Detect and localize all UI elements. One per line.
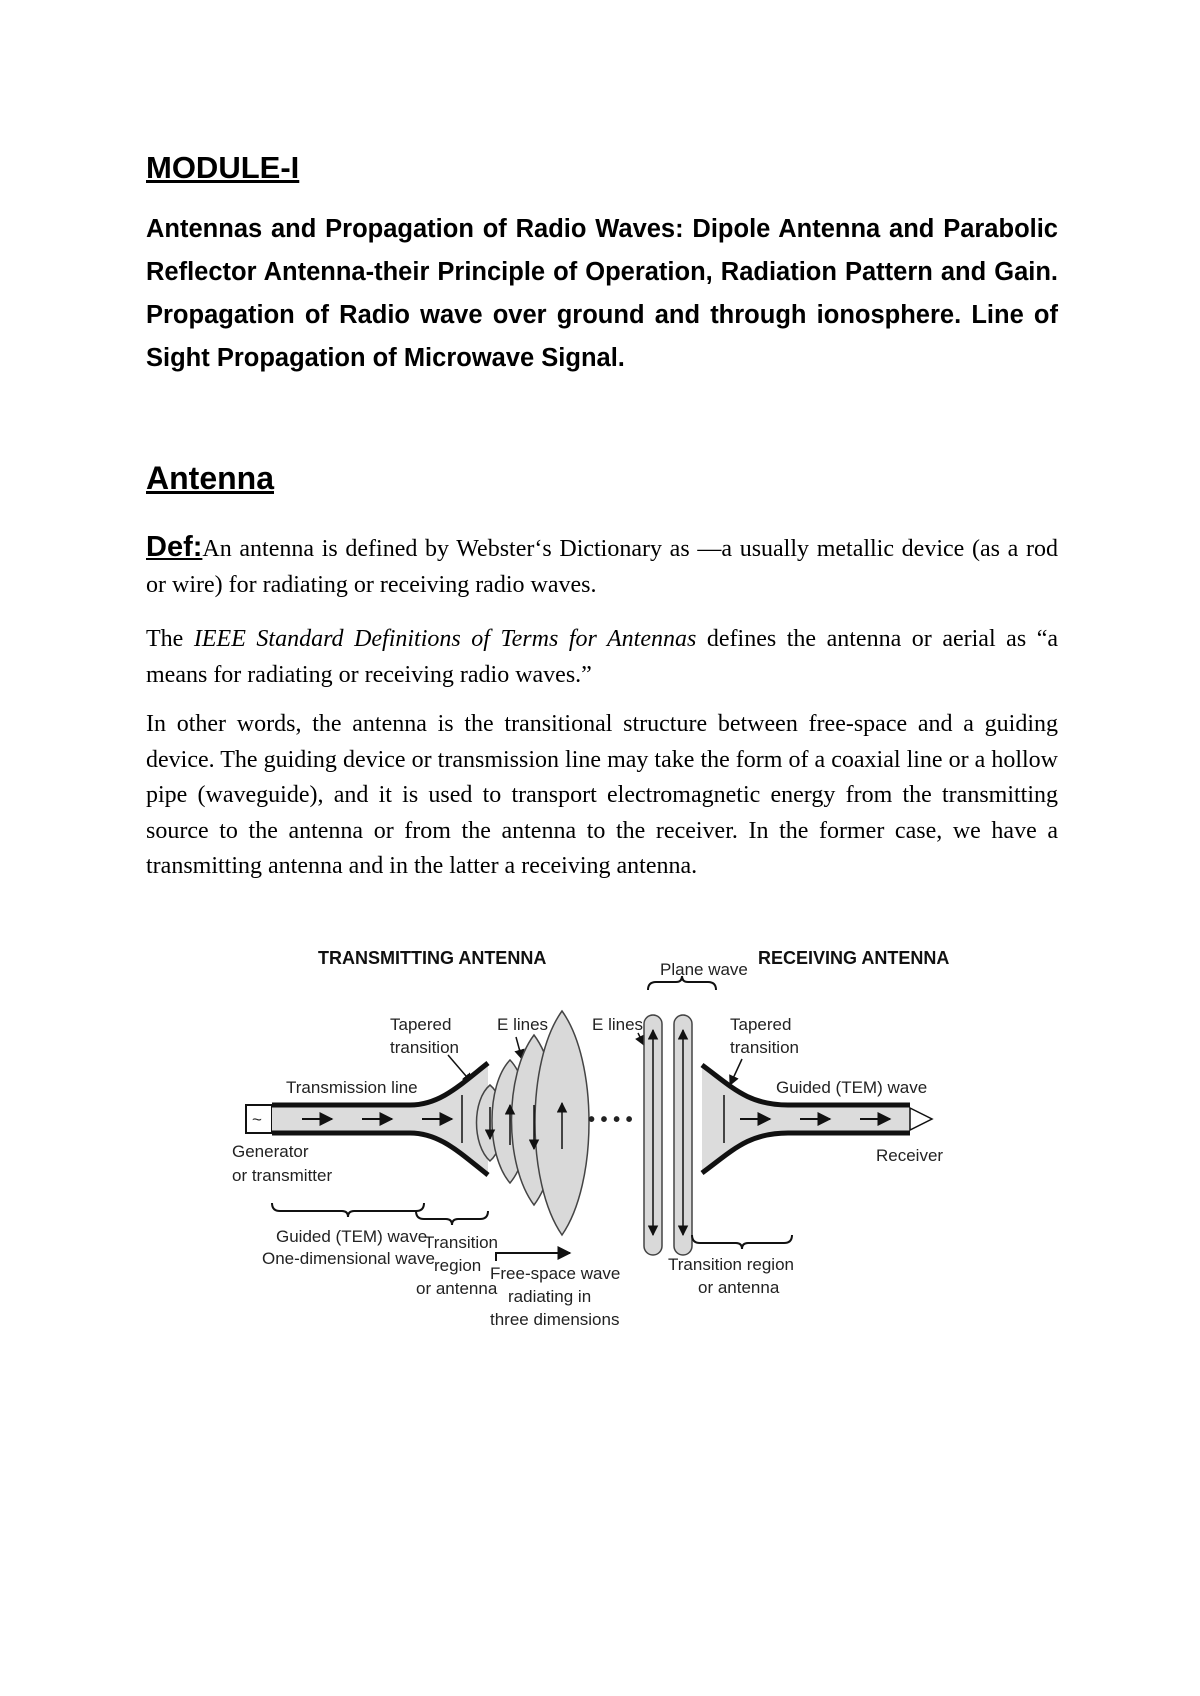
syllabus-text: Antennas and Propagation of Radio Waves: Dipole Antenna and Parabolic Reflector Antenna-their Principle of Operation, Radiation Pattern and Gain. Propagation of Radio wave over ground and through ionosphere. Line of Sight Propagation of Microwave Signal. [146,215,1058,372]
free-space-arrow [496,1253,570,1261]
rx-tapered-label: Tapered [730,1015,792,1034]
tx-header: TRANSMITTING ANTENNA [318,948,547,968]
propagation-dots: • • • • [588,1109,633,1131]
free-space-line3: three dimensions [490,1310,620,1329]
transition-region-line3: or antenna [416,1279,498,1298]
tx-tapered-label: Tapered [390,1015,452,1034]
guided-tem-right-label: Guided (TEM) wave [776,1078,928,1097]
antenna-figure [232,935,1020,1355]
definition-label: Def: [146,531,203,563]
ieee-standard-title: IEEE Standard Definitions of Terms for Antennas [193,626,697,652]
rx-transition-label: transition [730,1038,799,1057]
definition-paragraph [146,530,1058,603]
tx-transition-label: transition [390,1038,459,1057]
generator-label-line2: or transmitter [232,1166,333,1185]
rx-transition-region-line1: Transition region [668,1255,794,1274]
generator-label-line1: Generator [232,1142,309,1161]
one-dimensional-wave-label: One-dimensional wave [262,1249,435,1268]
ieee-paragraph [146,622,1058,693]
transmission-line-label: Transmission line [286,1078,418,1097]
ieee-suffix: defines the antenna or aerial as “a means for radiating or receiving radio waves.” [146,626,1059,688]
rx-transition-region-line2: or antenna [698,1278,780,1297]
ieee-prefix: The [146,626,194,652]
rx-e-lines-label: E lines [592,1015,644,1034]
transition-region-line1: Transition [424,1233,499,1252]
guided-wave-brace [272,1203,424,1217]
plane-wave-label: Plane wave [660,960,748,979]
section-title: Antenna [146,460,274,496]
receiver-symbol [910,1108,932,1130]
rx-transition-brace [692,1235,792,1249]
tx-e-lines-label: E lines [497,1015,549,1034]
transition-region-brace [416,1211,488,1225]
rx-e-lines-pointer [638,1033,644,1045]
rx-header: RECEIVING ANTENNA [758,948,950,968]
tx-e-lines-pointer [516,1037,522,1059]
other-words-paragraph: In other words, the antenna is the transitional structure between free-space and a guiding device. The guiding device or transmission line may take the form of a coaxial line or a hollow pipe (waveguide), and it is used to transport electromagnetic energy from the transmitting source to the antenna or from the antenna to the receiver. In the former case, we have a transmitting antenna and in the latter a receiving antenna. [146,711,1058,879]
free-space-line1: Free-space wave [490,1264,621,1283]
transition-region-line2: region [434,1256,482,1275]
generator-symbol: ~ [252,1110,262,1129]
rx-tapered-pointer [730,1059,742,1085]
free-space-line2: radiating in [508,1287,592,1306]
module-title: MODULE-I [146,150,300,185]
guided-tem-left-label: Guided (TEM) wave [276,1227,428,1246]
receiver-label: Receiver [876,1146,944,1165]
definition-text: An antenna is defined by Webster‘s Dictionary as ―a usually metallic device (as a rod or wire) for radiating or receiving radio waves. [146,536,1058,598]
